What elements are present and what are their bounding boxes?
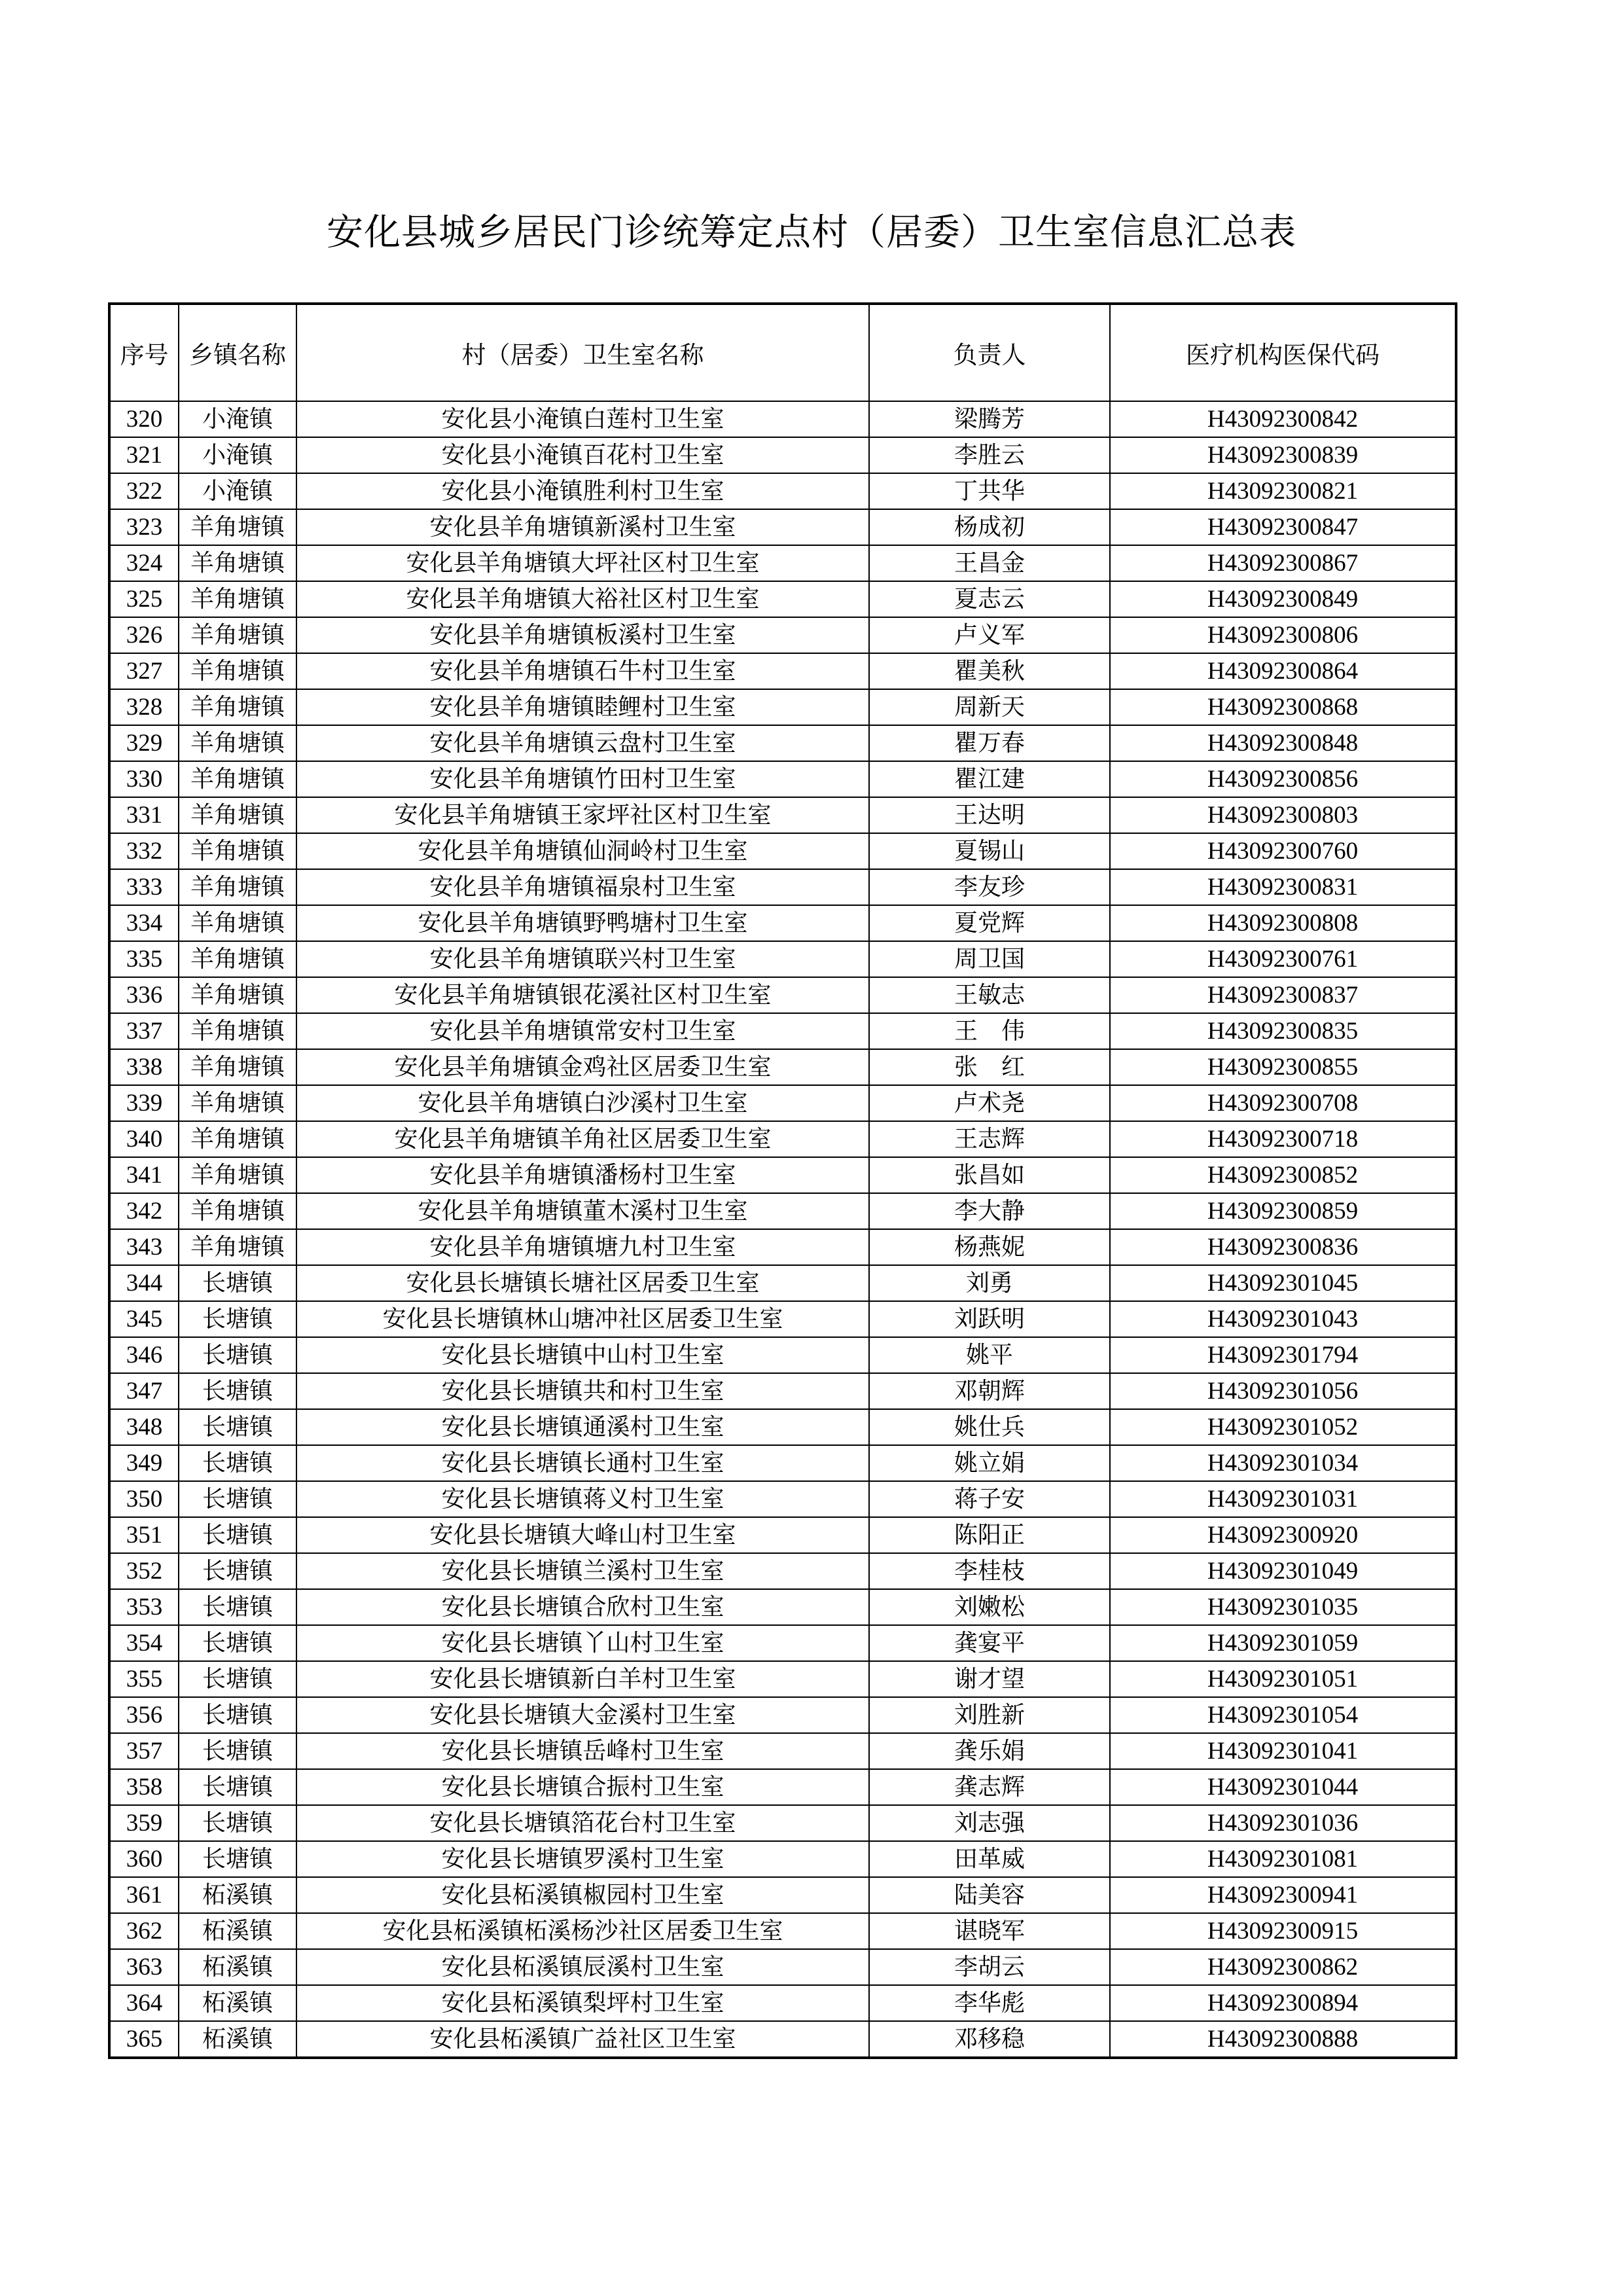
table-row: [109, 1265, 1456, 1301]
person-in-charge-cell: 梁腾芳: [869, 401, 1110, 437]
clinic-name-cell: 安化县小淹镇白莲村卫生室: [296, 401, 869, 437]
table-row: [109, 1013, 1456, 1049]
town-cell: 小淹镇: [179, 437, 296, 473]
person-in-charge-cell: 刘嫩松: [869, 1589, 1110, 1625]
seq-cell: 335: [109, 941, 179, 977]
insurance-code-cell: H43092300836: [1110, 1229, 1456, 1265]
table-row: [109, 1805, 1456, 1841]
table-row: [109, 1733, 1456, 1769]
insurance-code-cell: H43092300835: [1110, 1013, 1456, 1049]
column-header-seq: 序号: [109, 304, 179, 401]
clinic-name-cell: 安化县羊角塘镇塘九村卫生室: [296, 1229, 869, 1265]
clinic-name-cell: 安化县柘溪镇梨坪村卫生室: [296, 1985, 869, 2021]
town-cell: 羊角塘镇: [179, 689, 296, 725]
seq-cell: 329: [109, 725, 179, 761]
table-row: [109, 653, 1456, 689]
seq-cell: 365: [109, 2021, 179, 2058]
town-cell: 长塘镇: [179, 1805, 296, 1841]
seq-cell: 333: [109, 869, 179, 905]
clinic-name-cell: 安化县长塘镇丫山村卫生室: [296, 1625, 869, 1661]
town-cell: 柘溪镇: [179, 1913, 296, 1949]
insurance-code-cell: H43092301031: [1110, 1481, 1456, 1517]
town-cell: 羊角塘镇: [179, 1085, 296, 1121]
clinic-name-cell: 安化县长塘镇大金溪村卫生室: [296, 1697, 869, 1733]
seq-cell: 347: [109, 1373, 179, 1409]
clinic-name-cell: 安化县柘溪镇柘溪杨沙社区居委卫生室: [296, 1913, 869, 1949]
table-row: [109, 977, 1456, 1013]
town-cell: 长塘镇: [179, 1769, 296, 1805]
town-cell: 长塘镇: [179, 1481, 296, 1517]
clinic-name-cell: 安化县羊角塘镇石牛村卫生室: [296, 653, 869, 689]
clinic-name-cell: 安化县羊角塘镇白沙溪村卫生室: [296, 1085, 869, 1121]
clinic-name-cell: 安化县长塘镇林山塘冲社区居委卫生室: [296, 1301, 869, 1337]
clinic-name-cell: 安化县羊角塘镇大坪社区村卫生室: [296, 545, 869, 581]
table-row: [109, 1985, 1456, 2021]
seq-cell: 354: [109, 1625, 179, 1661]
seq-cell: 328: [109, 689, 179, 725]
insurance-code-cell: H43092300894: [1110, 1985, 1456, 2021]
town-cell: 长塘镇: [179, 1697, 296, 1733]
clinic-info-table: [108, 302, 1457, 2059]
town-cell: 羊角塘镇: [179, 869, 296, 905]
town-cell: 长塘镇: [179, 1337, 296, 1373]
table-row: [109, 1553, 1456, 1589]
table-row: [109, 689, 1456, 725]
town-cell: 羊角塘镇: [179, 797, 296, 833]
town-cell: 长塘镇: [179, 1553, 296, 1589]
clinic-name-cell: 安化县羊角塘镇金鸡社区居委卫生室: [296, 1049, 869, 1085]
seq-cell: 338: [109, 1049, 179, 1085]
insurance-code-cell: H43092301041: [1110, 1733, 1456, 1769]
town-cell: 羊角塘镇: [179, 941, 296, 977]
seq-cell: 331: [109, 797, 179, 833]
table-row: [109, 905, 1456, 941]
person-in-charge-cell: 谢才望: [869, 1661, 1110, 1697]
table-row: [109, 1661, 1456, 1697]
insurance-code-cell: H43092300867: [1110, 545, 1456, 581]
person-in-charge-cell: 王敏志: [869, 977, 1110, 1013]
person-in-charge-cell: 夏党辉: [869, 905, 1110, 941]
seq-cell: 327: [109, 653, 179, 689]
town-cell: 长塘镇: [179, 1841, 296, 1877]
clinic-name-cell: 安化县羊角塘镇福泉村卫生室: [296, 869, 869, 905]
seq-cell: 358: [109, 1769, 179, 1805]
insurance-code-cell: H43092300806: [1110, 617, 1456, 653]
table-row: [109, 1481, 1456, 1517]
person-in-charge-cell: 李大静: [869, 1193, 1110, 1229]
clinic-name-cell: 安化县长塘镇长通村卫生室: [296, 1445, 869, 1481]
person-in-charge-cell: 杨成初: [869, 509, 1110, 545]
person-in-charge-cell: 刘勇: [869, 1265, 1110, 1301]
person-in-charge-cell: 李华彪: [869, 1985, 1110, 2021]
seq-cell: 350: [109, 1481, 179, 1517]
person-in-charge-cell: 邓移稳: [869, 2021, 1110, 2058]
person-in-charge-cell: 谌晓军: [869, 1913, 1110, 1949]
clinic-name-cell: 安化县长塘镇长塘社区居委卫生室: [296, 1265, 869, 1301]
person-in-charge-cell: 夏锡山: [869, 833, 1110, 869]
person-in-charge-cell: 刘跃明: [869, 1301, 1110, 1337]
town-cell: 羊角塘镇: [179, 509, 296, 545]
town-cell: 长塘镇: [179, 1409, 296, 1445]
town-cell: 长塘镇: [179, 1517, 296, 1553]
clinic-name-cell: 安化县羊角塘镇联兴村卫生室: [296, 941, 869, 977]
seq-cell: 324: [109, 545, 179, 581]
table-row: [109, 1841, 1456, 1877]
table-row: [109, 1697, 1456, 1733]
seq-cell: 325: [109, 581, 179, 617]
seq-cell: 342: [109, 1193, 179, 1229]
seq-cell: 352: [109, 1553, 179, 1589]
town-cell: 羊角塘镇: [179, 1121, 296, 1157]
person-in-charge-cell: 李友珍: [869, 869, 1110, 905]
clinic-name-cell: 安化县长塘镇蒋义村卫生室: [296, 1481, 869, 1517]
person-in-charge-cell: 杨燕妮: [869, 1229, 1110, 1265]
town-cell: 柘溪镇: [179, 1949, 296, 1985]
table-row: [109, 833, 1456, 869]
seq-cell: 321: [109, 437, 179, 473]
insurance-code-cell: H43092301043: [1110, 1301, 1456, 1337]
insurance-code-cell: H43092300848: [1110, 725, 1456, 761]
insurance-code-cell: H43092300864: [1110, 653, 1456, 689]
seq-cell: 345: [109, 1301, 179, 1337]
town-cell: 羊角塘镇: [179, 977, 296, 1013]
person-in-charge-cell: 刘胜新: [869, 1697, 1110, 1733]
clinic-name-cell: 安化县长塘镇通溪村卫生室: [296, 1409, 869, 1445]
clinic-name-cell: 安化县羊角塘镇潘杨村卫生室: [296, 1157, 869, 1193]
table-row: [109, 1229, 1456, 1265]
insurance-code-cell: H43092300868: [1110, 689, 1456, 725]
person-in-charge-cell: 张 红: [869, 1049, 1110, 1085]
person-in-charge-cell: 邓朝辉: [869, 1373, 1110, 1409]
table-row: [109, 509, 1456, 545]
insurance-code-cell: H43092300837: [1110, 977, 1456, 1013]
clinic-name-cell: 安化县羊角塘镇常安村卫生室: [296, 1013, 869, 1049]
clinic-name-cell: 安化县长塘镇合振村卫生室: [296, 1769, 869, 1805]
table-row: [109, 581, 1456, 617]
seq-cell: 361: [109, 1877, 179, 1913]
insurance-code-cell: H43092301081: [1110, 1841, 1456, 1877]
clinic-name-cell: 安化县羊角塘镇竹田村卫生室: [296, 761, 869, 797]
town-cell: 羊角塘镇: [179, 1193, 296, 1229]
clinic-name-cell: 安化县长塘镇合欣村卫生室: [296, 1589, 869, 1625]
town-cell: 长塘镇: [179, 1625, 296, 1661]
seq-cell: 332: [109, 833, 179, 869]
insurance-code-cell: H43092301794: [1110, 1337, 1456, 1373]
person-in-charge-cell: 蒋子安: [869, 1481, 1110, 1517]
seq-cell: 340: [109, 1121, 179, 1157]
table-row: [109, 1913, 1456, 1949]
table-row: [109, 761, 1456, 797]
seq-cell: 356: [109, 1697, 179, 1733]
clinic-name-cell: 安化县长塘镇岳峰村卫生室: [296, 1733, 869, 1769]
clinic-name-cell: 安化县羊角塘镇板溪村卫生室: [296, 617, 869, 653]
town-cell: 长塘镇: [179, 1301, 296, 1337]
town-cell: 长塘镇: [179, 1661, 296, 1697]
seq-cell: 363: [109, 1949, 179, 1985]
clinic-name-cell: 安化县羊角塘镇新溪村卫生室: [296, 509, 869, 545]
person-in-charge-cell: 瞿江建: [869, 761, 1110, 797]
insurance-code-cell: H43092300915: [1110, 1913, 1456, 1949]
town-cell: 长塘镇: [179, 1445, 296, 1481]
table-row: [109, 617, 1456, 653]
insurance-code-cell: H43092300839: [1110, 437, 1456, 473]
seq-cell: 339: [109, 1085, 179, 1121]
person-in-charge-cell: 李胜云: [869, 437, 1110, 473]
clinic-name-cell: 安化县长塘镇箔花台村卫生室: [296, 1805, 869, 1841]
clinic-name-cell: 安化县柘溪镇椒园村卫生室: [296, 1877, 869, 1913]
clinic-name-cell: 安化县羊角塘镇野鸭塘村卫生室: [296, 905, 869, 941]
seq-cell: 322: [109, 473, 179, 509]
town-cell: 羊角塘镇: [179, 653, 296, 689]
clinic-name-cell: 安化县羊角塘镇羊角社区居委卫生室: [296, 1121, 869, 1157]
seq-cell: 355: [109, 1661, 179, 1697]
town-cell: 小淹镇: [179, 473, 296, 509]
person-in-charge-cell: 王志辉: [869, 1121, 1110, 1157]
clinic-name-cell: 安化县长塘镇大峰山村卫生室: [296, 1517, 869, 1553]
table-row: [109, 1517, 1456, 1553]
insurance-code-cell: H43092300718: [1110, 1121, 1456, 1157]
seq-cell: 360: [109, 1841, 179, 1877]
seq-cell: 357: [109, 1733, 179, 1769]
town-cell: 羊角塘镇: [179, 905, 296, 941]
insurance-code-cell: H43092300852: [1110, 1157, 1456, 1193]
insurance-code-cell: H43092300803: [1110, 797, 1456, 833]
column-header-person-in-charge: 负责人: [869, 304, 1110, 401]
clinic-name-cell: 安化县羊角塘镇大裕社区村卫生室: [296, 581, 869, 617]
insurance-code-cell: H43092300862: [1110, 1949, 1456, 1985]
person-in-charge-cell: 刘志强: [869, 1805, 1110, 1841]
town-cell: 羊角塘镇: [179, 1157, 296, 1193]
town-cell: 羊角塘镇: [179, 545, 296, 581]
clinic-name-cell: 安化县小淹镇百花村卫生室: [296, 437, 869, 473]
insurance-code-cell: H43092300760: [1110, 833, 1456, 869]
table-row: [109, 941, 1456, 977]
seq-cell: 330: [109, 761, 179, 797]
seq-cell: 334: [109, 905, 179, 941]
table-row: [109, 797, 1456, 833]
person-in-charge-cell: 李胡云: [869, 1949, 1110, 1985]
clinic-name-cell: 安化县羊角塘镇睦鲤村卫生室: [296, 689, 869, 725]
insurance-code-cell: H43092301052: [1110, 1409, 1456, 1445]
seq-cell: 359: [109, 1805, 179, 1841]
table-row: [109, 1085, 1456, 1121]
table-row: [109, 437, 1456, 473]
table-row: [109, 1337, 1456, 1373]
table-row: [109, 473, 1456, 509]
person-in-charge-cell: 姚仕兵: [869, 1409, 1110, 1445]
table-row: [109, 1121, 1456, 1157]
person-in-charge-cell: 丁共华: [869, 473, 1110, 509]
person-in-charge-cell: 龚乐娟: [869, 1733, 1110, 1769]
town-cell: 羊角塘镇: [179, 617, 296, 653]
town-cell: 羊角塘镇: [179, 1229, 296, 1265]
insurance-code-cell: H43092300808: [1110, 905, 1456, 941]
insurance-code-cell: H43092300849: [1110, 581, 1456, 617]
clinic-name-cell: 安化县长塘镇共和村卫生室: [296, 1373, 869, 1409]
town-cell: 柘溪镇: [179, 1877, 296, 1913]
insurance-code-cell: H43092301044: [1110, 1769, 1456, 1805]
clinic-name-cell: 安化县小淹镇胜利村卫生室: [296, 473, 869, 509]
person-in-charge-cell: 王 伟: [869, 1013, 1110, 1049]
insurance-code-cell: H43092300920: [1110, 1517, 1456, 1553]
clinic-name-cell: 安化县羊角塘镇王家坪社区村卫生室: [296, 797, 869, 833]
table-row: [109, 1193, 1456, 1229]
insurance-code-cell: H43092300888: [1110, 2021, 1456, 2058]
person-in-charge-cell: 卢义军: [869, 617, 1110, 653]
person-in-charge-cell: 姚平: [869, 1337, 1110, 1373]
town-cell: 羊角塘镇: [179, 725, 296, 761]
clinic-name-cell: 安化县羊角塘镇董木溪村卫生室: [296, 1193, 869, 1229]
person-in-charge-cell: 李桂枝: [869, 1553, 1110, 1589]
seq-cell: 344: [109, 1265, 179, 1301]
table-row: [109, 1445, 1456, 1481]
person-in-charge-cell: 王达明: [869, 797, 1110, 833]
town-cell: 长塘镇: [179, 1733, 296, 1769]
table-header-row: [109, 304, 1456, 401]
person-in-charge-cell: 王昌金: [869, 545, 1110, 581]
town-cell: 小淹镇: [179, 401, 296, 437]
person-in-charge-cell: 田革威: [869, 1841, 1110, 1877]
seq-cell: 320: [109, 401, 179, 437]
seq-cell: 336: [109, 977, 179, 1013]
person-in-charge-cell: 陆美容: [869, 1877, 1110, 1913]
table-row: [109, 1373, 1456, 1409]
seq-cell: 343: [109, 1229, 179, 1265]
clinic-name-cell: 安化县长塘镇兰溪村卫生室: [296, 1553, 869, 1589]
person-in-charge-cell: 张昌如: [869, 1157, 1110, 1193]
insurance-code-cell: H43092300761: [1110, 941, 1456, 977]
seq-cell: 362: [109, 1913, 179, 1949]
insurance-code-cell: H43092300821: [1110, 473, 1456, 509]
insurance-code-cell: H43092300847: [1110, 509, 1456, 545]
table-row: [109, 2021, 1456, 2058]
insurance-code-cell: H43092300831: [1110, 869, 1456, 905]
seq-cell: 323: [109, 509, 179, 545]
seq-cell: 348: [109, 1409, 179, 1445]
clinic-name-cell: 安化县长塘镇中山村卫生室: [296, 1337, 869, 1373]
table-row: [109, 725, 1456, 761]
clinic-name-cell: 安化县羊角塘镇云盘村卫生室: [296, 725, 869, 761]
page-title: 安化县城乡居民门诊统筹定点村（居委）卫生室信息汇总表: [327, 211, 1296, 254]
insurance-code-cell: H43092300859: [1110, 1193, 1456, 1229]
insurance-code-cell: H43092300941: [1110, 1877, 1456, 1913]
person-in-charge-cell: 瞿万春: [869, 725, 1110, 761]
insurance-code-cell: H43092301051: [1110, 1661, 1456, 1697]
column-header-town: 乡镇名称: [179, 304, 296, 401]
insurance-code-cell: H43092300708: [1110, 1085, 1456, 1121]
person-in-charge-cell: 周新天: [869, 689, 1110, 725]
seq-cell: 341: [109, 1157, 179, 1193]
table-row: [109, 1589, 1456, 1625]
table-row: [109, 869, 1456, 905]
person-in-charge-cell: 卢术尧: [869, 1085, 1110, 1121]
person-in-charge-cell: 龚志辉: [869, 1769, 1110, 1805]
town-cell: 羊角塘镇: [179, 581, 296, 617]
town-cell: 长塘镇: [179, 1589, 296, 1625]
insurance-code-cell: H43092301056: [1110, 1373, 1456, 1409]
insurance-code-cell: H43092301054: [1110, 1697, 1456, 1733]
column-header-clinic-name: 村（居委）卫生室名称: [296, 304, 869, 401]
table-row: [109, 401, 1456, 437]
clinic-name-cell: 安化县长塘镇新白羊村卫生室: [296, 1661, 869, 1697]
table-body: [109, 401, 1456, 2058]
insurance-code-cell: H43092300842: [1110, 401, 1456, 437]
town-cell: 柘溪镇: [179, 1985, 296, 2021]
seq-cell: 326: [109, 617, 179, 653]
table-row: [109, 545, 1456, 581]
insurance-code-cell: H43092301036: [1110, 1805, 1456, 1841]
table-row: [109, 1301, 1456, 1337]
person-in-charge-cell: 周卫国: [869, 941, 1110, 977]
insurance-code-cell: H43092300855: [1110, 1049, 1456, 1085]
seq-cell: 353: [109, 1589, 179, 1625]
town-cell: 羊角塘镇: [179, 1049, 296, 1085]
seq-cell: 349: [109, 1445, 179, 1481]
seq-cell: 337: [109, 1013, 179, 1049]
table-row: [109, 1409, 1456, 1445]
person-in-charge-cell: 姚立娟: [869, 1445, 1110, 1481]
insurance-code-cell: H43092301059: [1110, 1625, 1456, 1661]
table-row: [109, 1877, 1456, 1913]
table-row: [109, 1769, 1456, 1805]
town-cell: 长塘镇: [179, 1373, 296, 1409]
clinic-name-cell: 安化县柘溪镇辰溪村卫生室: [296, 1949, 869, 1985]
table-row: [109, 1157, 1456, 1193]
person-in-charge-cell: 陈阳正: [869, 1517, 1110, 1553]
insurance-code-cell: H43092301035: [1110, 1589, 1456, 1625]
person-in-charge-cell: 夏志云: [869, 581, 1110, 617]
town-cell: 柘溪镇: [179, 2021, 296, 2058]
seq-cell: 346: [109, 1337, 179, 1373]
table-row: [109, 1949, 1456, 1985]
town-cell: 长塘镇: [179, 1265, 296, 1301]
clinic-name-cell: 安化县柘溪镇广益社区卫生室: [296, 2021, 869, 2058]
insurance-code-cell: H43092300856: [1110, 761, 1456, 797]
table-row: [109, 1625, 1456, 1661]
insurance-code-cell: H43092301034: [1110, 1445, 1456, 1481]
insurance-code-cell: H43092301045: [1110, 1265, 1456, 1301]
insurance-code-cell: H43092301049: [1110, 1553, 1456, 1589]
clinic-name-cell: 安化县羊角塘镇仙洞岭村卫生室: [296, 833, 869, 869]
town-cell: 羊角塘镇: [179, 761, 296, 797]
column-header-insurance-code: 医疗机构医保代码: [1110, 304, 1456, 401]
person-in-charge-cell: 瞿美秋: [869, 653, 1110, 689]
town-cell: 羊角塘镇: [179, 833, 296, 869]
clinic-name-cell: 安化县羊角塘镇银花溪社区村卫生室: [296, 977, 869, 1013]
table-row: [109, 1049, 1456, 1085]
clinic-name-cell: 安化县长塘镇罗溪村卫生室: [296, 1841, 869, 1877]
seq-cell: 364: [109, 1985, 179, 2021]
town-cell: 羊角塘镇: [179, 1013, 296, 1049]
person-in-charge-cell: 龚宴平: [869, 1625, 1110, 1661]
seq-cell: 351: [109, 1517, 179, 1553]
